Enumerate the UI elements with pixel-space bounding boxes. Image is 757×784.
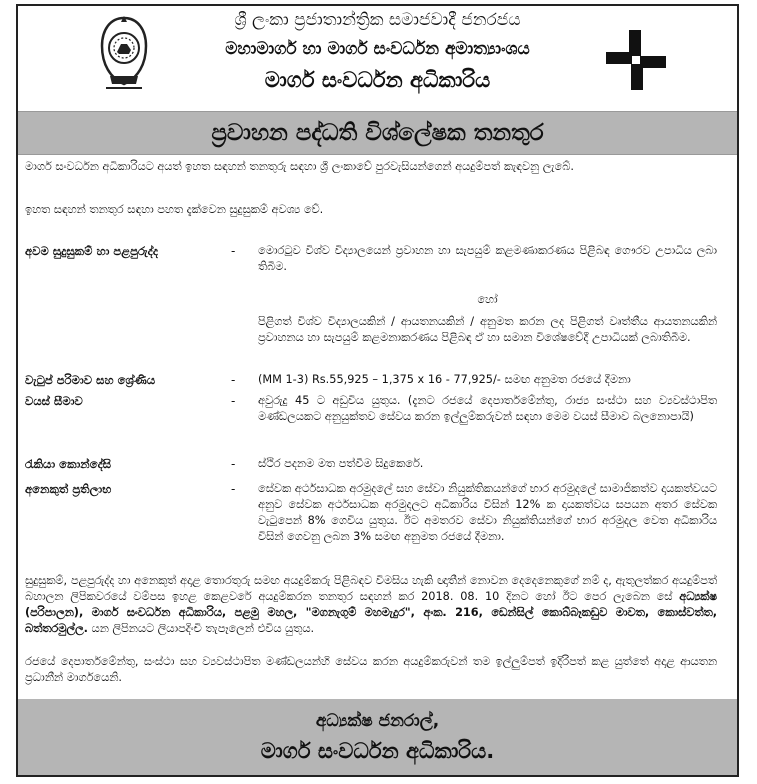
advertisement-frame (16, 4, 739, 777)
closing-note: රජයේ දෙපාර්තමේන්තු, සංස්ථා සහ ව්‍යවස්ථාපිත මණ්ඩලයන්හි සේවය කරන අයදුම්කරුවන් තම ඉල්ලුම්පත් ඉදිරිපත් කළ යුත්තේ අදාළ ආයතන ප්‍රධානීන් මාර්ගයෙනි. (25, 655, 717, 684)
ministry-name: මහාමාර්ග හා මාර්ග සංවර්ධන අමාත්‍යාංශය (225, 39, 530, 59)
signatory-organization: මාර්ග සංවර්ධන අධිකාරිය. (260, 739, 495, 763)
service-conditions-text: ස්ථිර පදනම මත පත්වීම සිදුකෙරේ. (258, 457, 424, 470)
age-limit-dash: - (231, 394, 236, 408)
other-benefits-dash: - (231, 482, 236, 496)
salary-label: වැටුප් පරිමාව සහ ශ්‍රේණිය (25, 373, 156, 387)
qualifications-text-1: මොරටුව විශ්ව විද්‍යාලයෙන් ප්‍රවාහන හා සැපයුම් කළමණාකරණය පිළිබඳ ගෞරව උපාධිය ලබා තිබීම. (258, 244, 717, 273)
age-limit-text: අවුරුදු 45 ට අඩුවිය යුතුය. (දැනට රජයේ දෙපාර්තමේන්තු, රාජ්‍ය සංස්ථා සහ ව්‍යවස්ථාපිත මණ්ඩලයකට අනුයුක්තව සේවය කරන ඉල්ලුම්කරුවන් සඳහා මෙම වයස් සීමාව බලනොපායි) (258, 394, 717, 423)
rda-cross-logo-icon (604, 28, 668, 92)
other-benefits-label: අනෙකුත් ප්‍රතිලාභ (25, 482, 112, 496)
other-benefits-text: සේවක අර්ථසාධක අරමුදලේ සහ සේවා නියුක්තිකයන්ගේ භාර අරමුදලේ සාමාජිකත්ව දායකත්වයට අනුව සේවක අර්ථසාධක අරමුදලට අධිකාරිය විසින් 12% ක දායකත්වය සපයන අතර සේවක වැටුපෙන් 8% ගෙවිය යුතුය. ඊට අමතරව සේවා නියුක්තියන්ගේ භාර අරමුදල වෙත අධිකාරිය විසින් ගෙවනු ලබන 3% සමඟ අනුමත රජයේ දීමනා. (258, 482, 717, 543)
header (18, 6, 737, 106)
application-text-part-1: සුදුසුකම්, පළපුරුද්ද හා අනෙකුත් අදාළ තොරතුරු සමඟ අයදුම්කරු පිළිබඳව විමසිය හැකි ඥාතීන් නොවන දෙදෙනෙකුගේ නම් ද, ඇතුලත්කර අයදුම්පත් බහාලන ලිපිකවරයේ වම්පස ඉහළ කෙළවරේ අයදුම්කරන තනතුර සඳහන් කර 2018. 08. 10 දිනට හෝ ඊට පෙර ලැබෙන සේ (25, 574, 717, 603)
age-limit-label: වයස් සීමාව (25, 394, 83, 408)
qualifications-label: අවම සුදුසුකම් හා පළපුරුද්ද (25, 244, 158, 258)
qualifications-dash: - (231, 244, 236, 258)
service-conditions-dash: - (231, 457, 236, 471)
salary-dash: - (231, 373, 236, 387)
qualifications-text-2: පිළිගත් විශ්ව විද්‍යාලයකින් / ආයතනයකින් / අනුමත කරන ලද පිළිගත් වෘත්තීය ආයතනයකින් ප්‍රවාහනය හා සැපයුම් කළමනාකරණය පිළිබඳ ඒ හා සමාන විශේෂවේදී උපාධියක් ලබාතිබීම. (258, 315, 717, 344)
application-text-part-2: යන ලිපිනයට ලියාපදිංචි තැපෑලෙන් එවිය යුතුය. (91, 622, 315, 635)
intro-paragraph-1: මාර්ග සංවර්ධන අධිකාරියට අයත් ඉහත සඳහන් තනතුරු සඳහා ශ්‍රී ලංකාවේ පුරවැසියන්ගෙන් අයදුම්පත් කැඳවනු ලැබේ. (25, 160, 574, 173)
authority-name: මාර්ග සංවර්ධන අධිකාරිය (264, 68, 491, 92)
service-conditions-label: රැකියා කොන්දේසි (25, 457, 112, 471)
qualifications-or: හෝ (477, 293, 498, 306)
signatory-title: අධ්‍යක්ෂ ජනරාල්, (315, 711, 440, 731)
application-instructions (25, 573, 717, 637)
application-address: අධ්‍යක්ෂ (පරිපාලන), මාර්ග සංවර්ධන අධිකාරිය, පළමු මහල, "මගනැගුම් මහමැදුර", අංක. 216, ඩෙන්සිල් කොබ්බෑකඩුව මාවත, කොස්වත්ත, බත්තරමුල්ල. (25, 590, 718, 635)
salary-text: (MM 1-3) Rs.55,925 – 1,375 x 16 - 77,925/- සමඟ අනුමත රජයේ දීමනා (258, 373, 631, 386)
country-name: ශ්‍රී ලංකා ප්‍රජාතාන්ත්‍රික සමාජවාදී ජනරජය (234, 10, 521, 30)
vacancy-title-banner: ප්‍රවාහන පද්ධති විශ්ලේෂක තනතුර (18, 111, 737, 155)
intro-paragraph-2: ඉහත සඳහන් තනතුර සඳහා පහත දැක්වෙන සුදුසුකම් අවශ්‍ය වේ. (25, 203, 324, 216)
signature-footer (18, 699, 737, 775)
